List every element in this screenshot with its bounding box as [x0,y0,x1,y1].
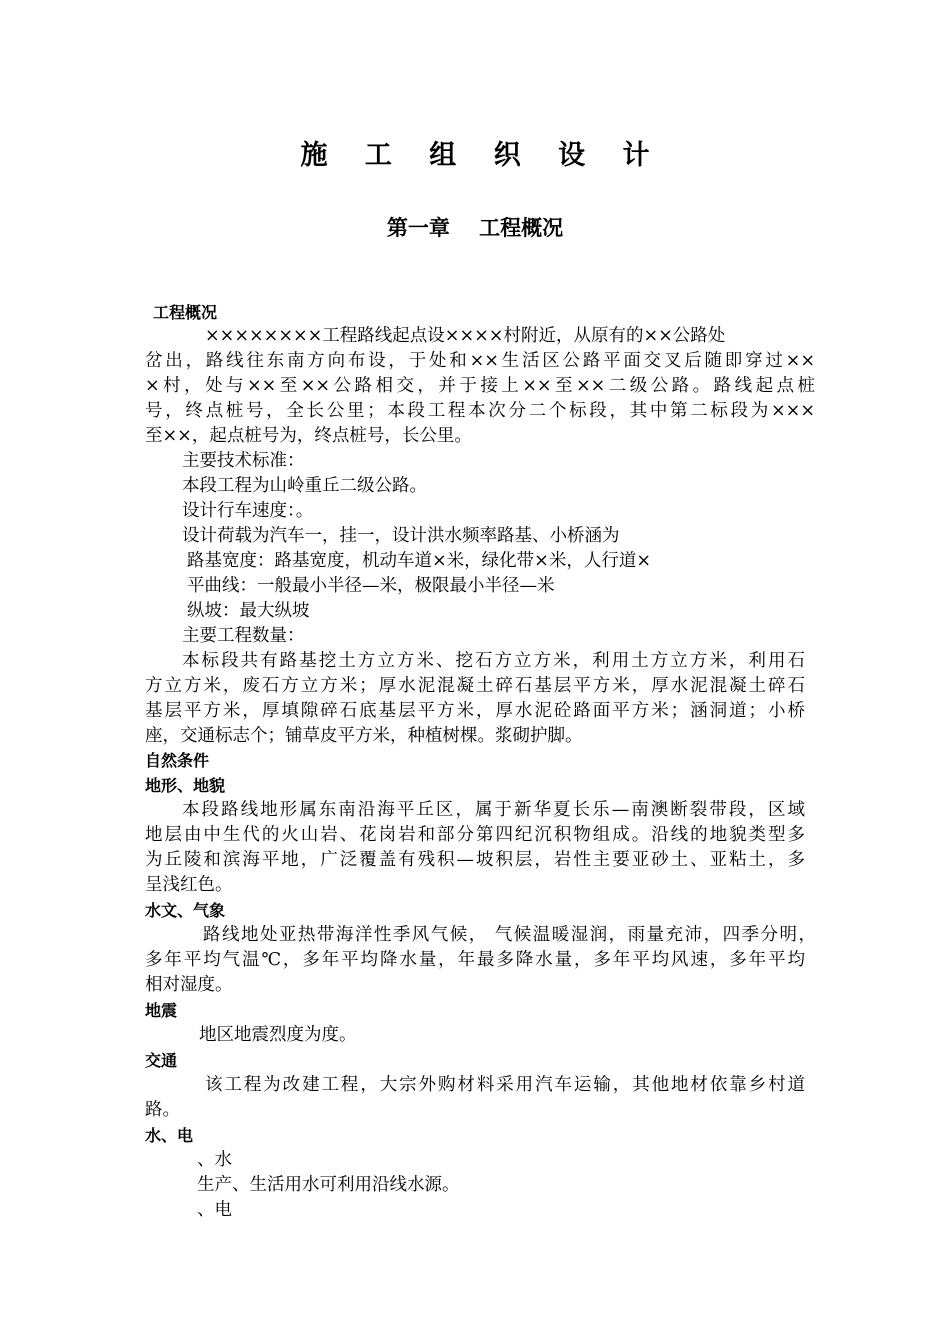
terrain-line-2: 地层由中生代的火山岩、花岗岩和部分第四纪沉积物组成。沿线的地貌类型多 [145,825,805,845]
overview-line-1: ××××××××工程路线起点设××××村附近，从原有的××公路处 [205,326,726,346]
subheading-hydrology: 水文、气象 [145,901,226,920]
tech-line-1: 本段工程为山岭重丘二级公路。 [182,476,427,496]
tech-line-3: 设计荷载为汽车一，挂一，设计洪水频率路基、小桥涵为 [182,526,620,546]
overview-line-4: 号，终点桩号，全长公里；本段工程本次分二个标段，其中第二标段为××× [145,401,815,421]
chapter-title: 第一章 工程概况 [386,216,564,240]
terrain-line-1: 本段路线地形属东南沿海平丘区，属于新华夏长乐—南澳断裂带段，区域 [182,800,805,820]
tech-line-4: 路基宽度：路基宽度，机动车道×米，绿化带×米，人行道× [187,551,651,571]
quantities-line-4: 座，交通标志个；铺草皮平方米，种植树棵。浆砌护脚。 [145,726,583,746]
document-title: 施 工 组 织 设 计 [300,140,664,171]
hydrology-line-3: 相对湿度。 [145,975,233,995]
hydrology-line-1: 路线地处亚热带海洋性季风气候， 气候温暖湿润，雨量充沛，四季分明， [203,925,816,945]
overview-line-3: ×村，处与××至××公路相交，并于接上××至××二级公路。路线起点桩 [145,376,815,396]
traffic-line-2: 路。 [145,1100,180,1120]
subheading-terrain: 地形、地貌 [145,776,226,795]
subheading-earthquake: 地震 [145,1001,178,1020]
tech-line-5: 平曲线：一般最小半径—米，极限最小半径—米 [187,576,555,596]
quantities-heading: 主要工程数量： [182,626,305,646]
water-label: 、水 [197,1150,232,1170]
quantities-line-2: 方立方米，废石方立方米；厚水泥混凝土碎石基层平方米，厚水泥混凝土碎石 [145,676,805,696]
section-heading-natural: 自然条件 [145,751,210,770]
terrain-line-3: 为丘陵和滨海平地，广泛覆盖有残积—坡积层，岩性主要亚砂土、亚粘土，多 [145,850,805,870]
power-label: 、电 [197,1200,232,1220]
water-text: 生产、生活用水可利用沿线水源。 [197,1175,460,1195]
tech-line-2: 设计行车速度：。 [182,501,314,521]
quantities-line-3: 基层平方米，厚填隙碎石底基层平方米，厚水泥砼路面平方米；涵洞道；小桥 [145,701,805,721]
subheading-traffic: 交通 [145,1051,178,1070]
subheading-water-power: 水、电 [145,1126,194,1145]
hydrology-line-2: 多年平均气温℃，多年平均降水量，年最多降水量，多年平均风速，多年平均 [145,950,805,970]
tech-line-6: 纵坡：最大纵坡 [187,601,310,621]
tech-standards-heading: 主要技术标准： [182,451,305,471]
earthquake-text: 地区地震烈度为度。 [199,1025,357,1045]
section-heading-overview: 工程概况 [153,303,218,322]
overview-line-5: 至××，起点桩号为，终点桩号，长公里。 [145,426,472,446]
overview-line-2: 岔出，路线往东南方向布设，于处和××生活区公路平面交叉后随即穿过×× [145,351,815,371]
traffic-line-1: 该工程为改建工程，大宗外购材料采用汽车运输，其他地材依靠乡村道 [205,1075,805,1095]
terrain-line-4: 呈浅红色。 [145,875,233,895]
quantities-line-1: 本标段共有路基挖土方立方米、挖石方立方米，利用土方立方米，利用石 [182,651,805,671]
